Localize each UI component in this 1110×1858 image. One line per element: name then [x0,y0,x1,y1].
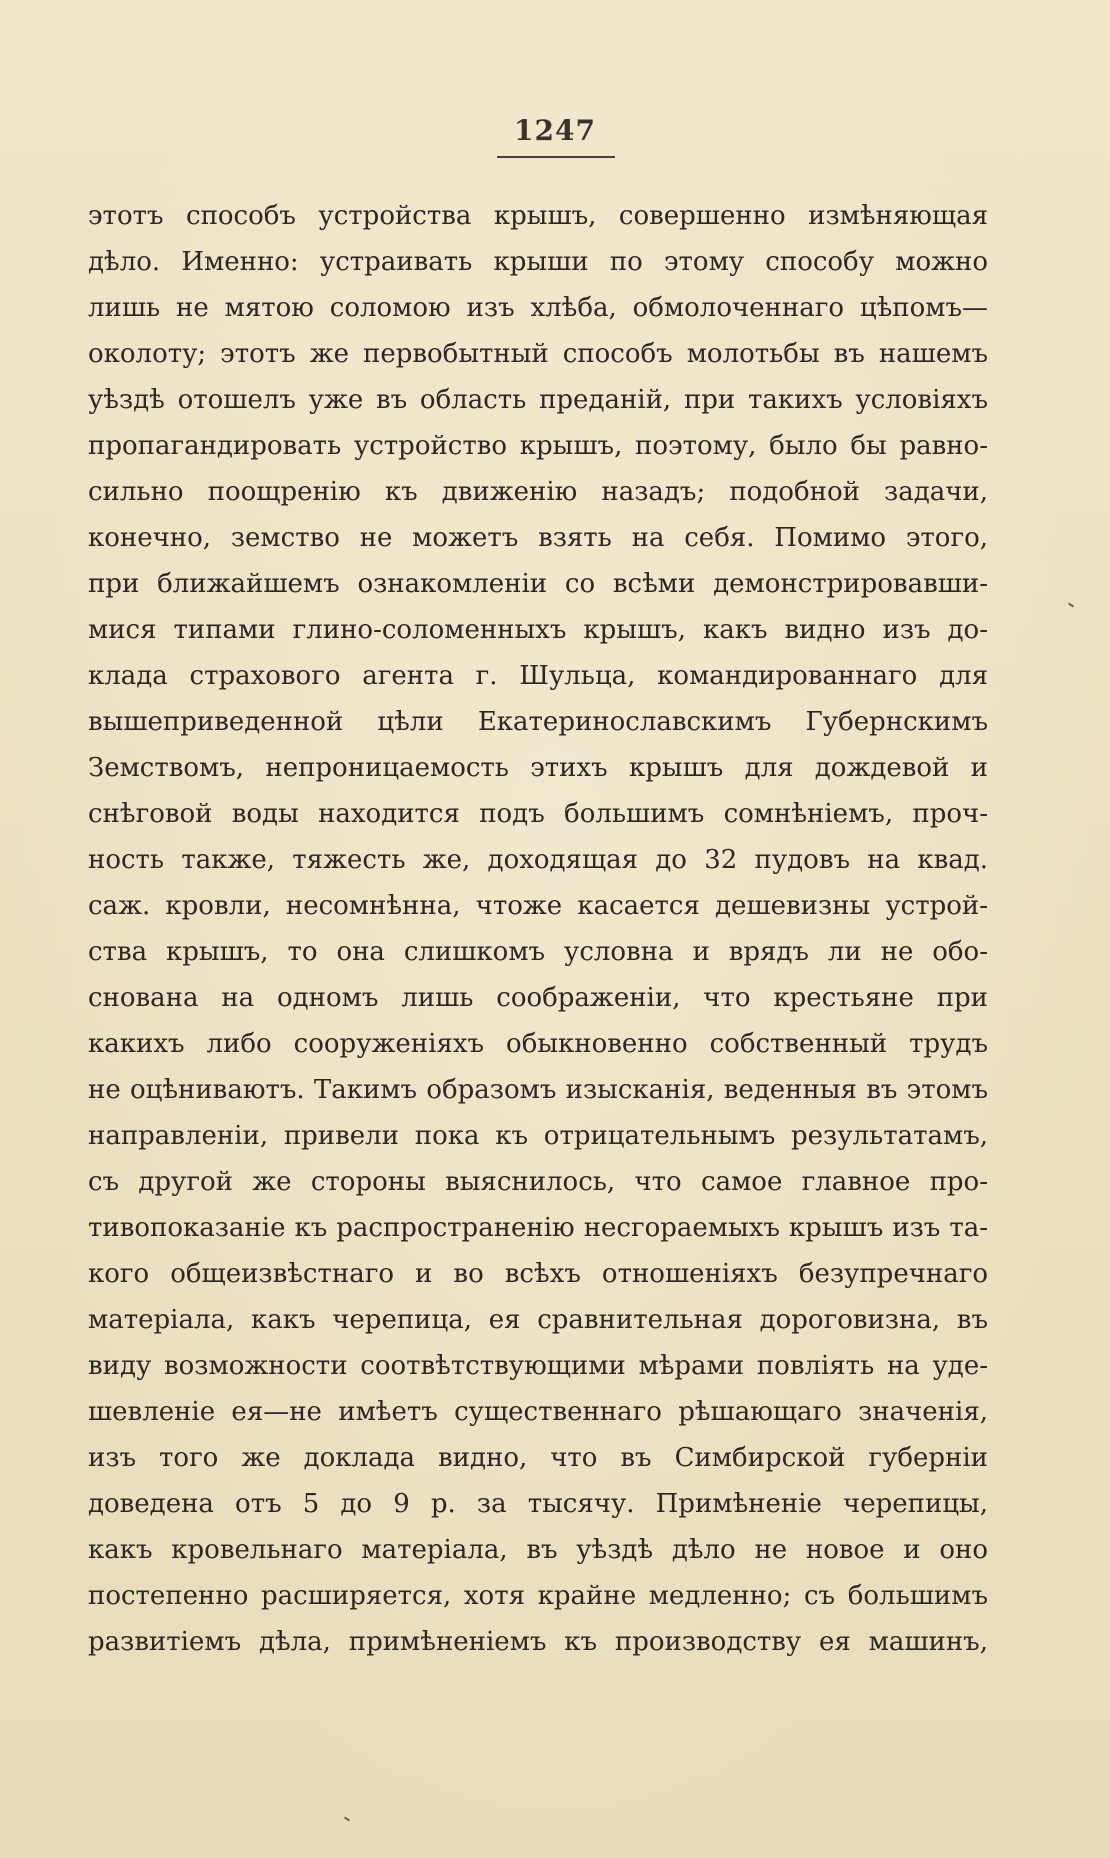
text-line: какъ кровельнаго матеріала, въ уѣздѣ дѣло не новое и оно [88,1535,988,1565]
text-line: шевленіе ея—не имѣетъ существеннаго рѣшающаго значенія, [88,1397,988,1427]
text-line: пропагандировать устройство крышъ, поэтому, было бы равно- [88,431,988,461]
text-line: при ближайшемъ ознакомленіи со всѣми демонстрировавши- [88,569,988,599]
text-line: съ другой же стороны выяснилось, что самое главное про- [88,1167,988,1197]
text-line: тивопоказаніе къ распространенію несгораемыхъ крышъ изъ та- [88,1213,988,1243]
text-line: уѣздѣ отошелъ уже въ область преданій, при такихъ условіяхъ [88,385,988,415]
text-line: мися типами глино-соломенныхъ крышъ, какъ видно изъ до- [88,615,988,645]
text-line: направленіи, привели пока къ отрицательнымъ результатамъ, [88,1121,988,1151]
text-line: изъ того же доклада видно, что въ Симбирской губерніи [88,1443,988,1473]
page-number-rule [497,156,615,158]
text-line: развитіемъ дѣла, примѣненіемъ къ производству ея машинъ, [88,1627,988,1657]
text-line: клада страхового агента г. Шульца, командированнаго для [88,661,988,691]
text-line: матеріала, какъ черепица, ея сравнительная дороговизна, въ [88,1305,988,1335]
paper-speck [344,1816,350,1821]
text-line: дѣло. Именно: устраивать крыши по этому способу можно [88,247,988,277]
text-line: саж. кровли, несомнѣнна, чтоже касается дешевизны устрой- [88,891,988,921]
text-line: Земствомъ, непроницаемость этихъ крышъ для дождевой и [88,753,988,783]
text-line: виду возможности соотвѣтствующими мѣрами повліять на уде- [88,1351,988,1381]
paper-speck [1068,602,1074,607]
text-line: снована на одномъ лишь соображеніи, что крестьяне при [88,983,988,1013]
text-line: околоту; этотъ же первобытный способъ молотьбы въ нашемъ [88,339,988,369]
text-line: ность также, тяжесть же, доходящая до 32 пудовъ на квад. [88,845,988,875]
text-line: лишь не мятою соломою изъ хлѣба, обмолоченнаго цѣпомъ— [88,293,988,323]
body-text [88,193,988,1665]
text-line: этотъ способъ устройства крышъ, совершенно измѣняющая [88,201,988,231]
text-line: какихъ либо сооруженіяхъ обыкновенно собственный трудъ [88,1029,988,1059]
text-line: кого общеизвѣстнаго и во всѣхъ отношеніяхъ безупречнаго [88,1259,988,1289]
text-line: ства крышъ, то она слишкомъ условна и врядъ ли не обо- [88,937,988,967]
text-line: снѣговой воды находится подъ большимъ сомнѣніемъ, проч- [88,799,988,829]
text-line: не оцѣниваютъ. Такимъ образомъ изысканія, веденныя въ этомъ [88,1075,988,1105]
text-line: постепенно расширяется, хотя крайне медленно; съ большимъ [88,1581,988,1611]
text-line: доведена отъ 5 до 9 р. за тысячу. Примѣненіе черепицы, [88,1489,988,1519]
page-number: 1247 [514,114,596,147]
text-line: сильно поощренію къ движенію назадъ; подобной задачи, [88,477,988,507]
text-line: конечно, земство не можетъ взять на себя. Помимо этого, [88,523,988,553]
text-line: вышеприведенной цѣли Екатеринославскимъ Губернскимъ [88,707,988,737]
